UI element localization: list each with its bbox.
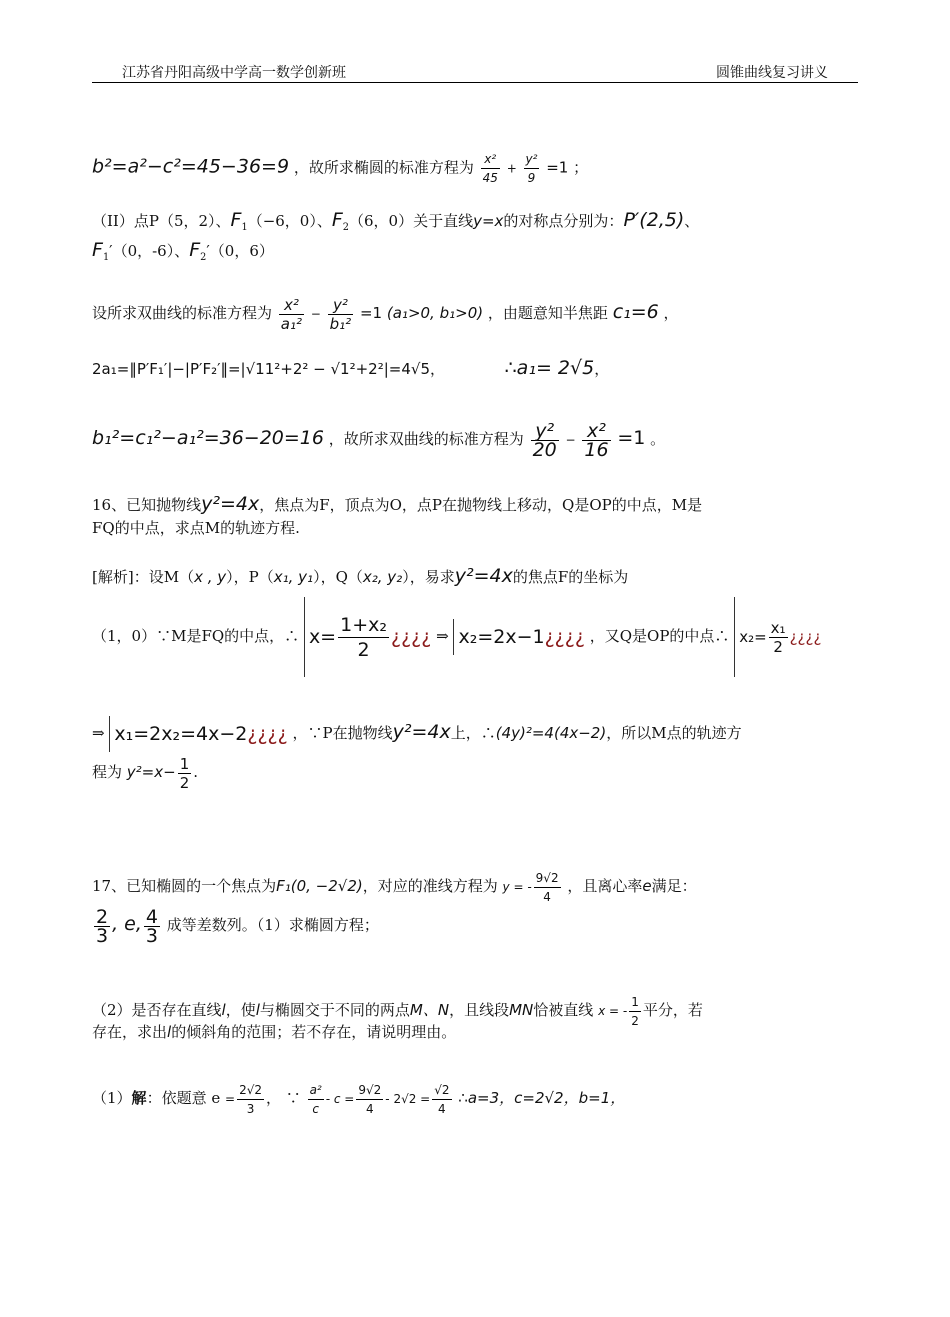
text: 的倾斜角的范围；若不存在，请说明理由。: [171, 1023, 457, 1041]
text: 满足：: [651, 877, 697, 895]
sol17-line1: [92, 1076, 625, 1121]
fraction: [144, 905, 160, 947]
because: ∵: [285, 1089, 301, 1107]
rhs: =1: [546, 158, 569, 177]
punct: .: [193, 763, 199, 781]
subscript: 1: [102, 252, 110, 263]
denominator: 9: [527, 171, 536, 185]
line-2a1: [92, 358, 609, 379]
numerator: x²: [582, 422, 610, 441]
text: （0，-6）、: [112, 242, 190, 260]
l-symbol: l: [255, 1001, 260, 1019]
denominator: 2: [357, 639, 370, 661]
result: ∴a=3，c=2√2，b=1，: [458, 1089, 626, 1107]
line-eq: y=x: [473, 212, 504, 230]
s16-line3: [92, 712, 742, 753]
denominator: b₁²: [329, 314, 352, 333]
text: ，且线段: [449, 1001, 510, 1019]
answer: y²=x−: [126, 763, 176, 781]
garbled-glyphs: ¿¿¿¿: [247, 723, 288, 745]
denominator: 4: [543, 889, 551, 904]
fraction: [524, 150, 540, 187]
text: （0，6）: [209, 242, 274, 260]
punct: 、: [684, 212, 700, 230]
punct: ；: [573, 158, 589, 177]
s16-line1: [92, 566, 628, 587]
fraction: [481, 150, 500, 187]
text: （6，0）关于直线: [349, 212, 474, 230]
text: 与椭圆交于不同的两点: [259, 1001, 410, 1019]
header-right: 圆锥曲线复习讲义: [716, 65, 828, 81]
punct: 。: [650, 430, 666, 448]
denominator: 16: [584, 438, 609, 461]
text: - 2√2 =: [385, 1092, 431, 1106]
system-4: [109, 716, 287, 752]
text: 恰被直线: [533, 1001, 594, 1019]
text: ，又Q是OP的中点∴: [589, 627, 730, 645]
numerator: 9√2: [534, 869, 561, 888]
fraction: [328, 296, 354, 333]
equation: 2a₁=‖P′F₁′|−|P′F₂′‖=|√11²+2² − √1²+2²|=4√5: [92, 360, 431, 378]
text: 存在，求出: [92, 1023, 168, 1041]
rhs: =1: [617, 427, 646, 449]
f2-symbol: F: [331, 209, 343, 231]
denominator: 2: [631, 1013, 639, 1028]
denominator: 20: [532, 438, 557, 461]
f1-symbol: F: [230, 209, 242, 231]
text: 设所求双曲线的标准方程为: [92, 304, 273, 322]
denominator: 2: [179, 773, 190, 792]
fraction: [237, 1081, 264, 1118]
punct: ，: [594, 360, 610, 378]
numerator: 9√2: [356, 1081, 383, 1100]
q17-line2: [92, 902, 379, 947]
line-b1: [92, 418, 665, 460]
text: ：依题意 e: [146, 1089, 221, 1107]
text: ，且离心率: [567, 877, 643, 895]
p-coords: x₁, y₁: [273, 568, 314, 586]
point-p-prime: P′(2,5): [623, 209, 685, 231]
q17-line1: [92, 866, 697, 907]
text: ，使: [225, 1001, 256, 1019]
numerator: y²: [328, 296, 354, 315]
lhs: x₂=: [739, 628, 767, 646]
numerator: 1: [629, 993, 641, 1012]
equation: b²=a²−c²=45−36=9: [92, 155, 290, 178]
numerator: x²: [279, 296, 304, 315]
f1-symbol: F: [92, 239, 103, 261]
system-3: [734, 597, 821, 677]
minus: −: [565, 433, 576, 447]
text: 的对称点分别为：: [503, 212, 624, 230]
q16-line2: FQ的中点，求点M的轨迹方程.: [92, 519, 300, 537]
numerator: x²: [481, 150, 500, 169]
s16-line2: [92, 596, 821, 677]
header-rule: [92, 82, 858, 83]
header-left: 江苏省丹阳高级中学高一数学创新班: [122, 65, 346, 81]
text: ，焦点为F，顶点为O，点P在抛物线上移动，Q是OP的中点，M是: [259, 496, 703, 514]
text: ），Q（: [313, 568, 363, 586]
c1-value: c₁=6: [612, 301, 659, 323]
denominator: c: [312, 1101, 319, 1116]
text: 成等差数列。（1）求椭圆方程；: [166, 916, 379, 934]
denominator: 3: [145, 924, 158, 947]
line-ellipse-result: [92, 150, 588, 187]
text: [解析]：设M（: [92, 568, 195, 586]
s16-line4: [92, 752, 198, 792]
text: （1）: [92, 1089, 132, 1107]
text: 17、已知椭圆的一个焦点为: [92, 877, 277, 895]
text: （1，0）∵M是FQ的中点，∴: [92, 627, 300, 645]
directrix-lhs: y = -: [502, 880, 532, 894]
mn: MN: [509, 1001, 534, 1019]
text: ，由题意知半焦距: [487, 304, 608, 322]
numerator: 4: [145, 905, 158, 928]
denominator: 3: [246, 1101, 255, 1116]
fraction: [769, 619, 788, 656]
f2-symbol: F: [189, 239, 201, 261]
eq: x₁=2x₂=4x−2: [114, 723, 248, 745]
fraction: [338, 613, 389, 662]
denominator: 45: [482, 171, 498, 185]
punct: ，: [265, 1089, 281, 1107]
lhs: x=: [308, 626, 337, 648]
solution-label: 解: [131, 1089, 147, 1107]
equation: b₁²=c₁²−a₁²=36−20=16: [92, 427, 324, 449]
prime: ′: [206, 242, 210, 260]
line-symmetric-points: [92, 210, 699, 238]
numerator: a²: [308, 1081, 324, 1100]
text: 16、已知抛物线: [92, 496, 202, 514]
text: ，∵P在抛物线: [292, 724, 393, 742]
system-1: [304, 597, 431, 677]
fraction: [279, 296, 304, 333]
m-coords: x , y: [194, 568, 227, 586]
mn: M、N: [409, 1001, 450, 1019]
denominator: 3: [96, 924, 109, 947]
minus: −: [310, 307, 321, 321]
garbled-glyphs: ¿¿¿¿: [544, 626, 585, 648]
fraction: [534, 869, 561, 906]
punct: ，: [663, 304, 679, 322]
numerator: 1: [179, 754, 190, 773]
text: ，所以M点的轨迹方: [606, 724, 742, 742]
numerator: 2: [96, 905, 109, 928]
text: 平分，若: [642, 1001, 703, 1019]
numerator: x₁: [770, 619, 786, 637]
text: 上，∴: [450, 724, 496, 742]
text: ，故所求椭圆的标准方程为: [293, 158, 474, 177]
fraction: [178, 755, 192, 792]
l-symbol: l: [221, 1001, 226, 1019]
text: ，对应的准线方程为: [362, 877, 498, 895]
garbled-glyphs: ¿¿¿¿: [789, 628, 822, 646]
q17-part2-line2: [92, 1022, 456, 1042]
parabola-eq: y²=4x: [392, 721, 451, 743]
text: ），易求: [402, 568, 455, 586]
rhs: =1: [359, 304, 383, 322]
subscript: 2: [342, 222, 349, 233]
system-2: [453, 619, 584, 655]
implies: ⇒: [92, 724, 105, 742]
implies: ⇒: [436, 627, 449, 645]
fraction: [432, 1081, 451, 1118]
parabola-eq: y²=4x: [201, 493, 260, 515]
eq: x₂=2x−1: [458, 626, 545, 648]
line-hyperbola-setup: [92, 292, 679, 334]
text: 的焦点F的坐标为: [512, 568, 629, 586]
denominator: 4: [438, 1101, 446, 1116]
focus: F₁(0, −2√2): [276, 877, 363, 895]
line-x-lhs: x = -: [598, 1004, 628, 1018]
text: ，故所求双曲线的标准方程为: [328, 430, 524, 448]
garbled-glyphs: ¿¿¿¿: [390, 626, 432, 648]
text: - c =: [325, 1092, 355, 1106]
text: （−6，0）、: [247, 212, 332, 230]
subscript: 1: [241, 222, 248, 233]
numerator: 1+x₂: [340, 614, 387, 636]
text: （II）点P（5，2）、: [92, 212, 231, 230]
fraction: [308, 1081, 324, 1118]
seq-mid: , e,: [112, 913, 142, 935]
condition: (a₁>0, b₁>0): [386, 304, 484, 322]
denominator: 2: [773, 638, 783, 656]
numerator: y²: [524, 150, 540, 169]
numerator: y²: [531, 422, 559, 441]
punct: ，: [430, 360, 446, 378]
fraction: [356, 1081, 383, 1118]
e-symbol: e: [642, 877, 652, 895]
denominator: a₁²: [280, 314, 303, 333]
text: ），P（: [226, 568, 274, 586]
line-symmetric-points-2: [92, 240, 274, 268]
numerator: 2√2: [237, 1081, 264, 1100]
fraction: [629, 993, 641, 1030]
q-coords: x₂, y₂: [362, 568, 403, 586]
equals: =: [225, 1092, 236, 1106]
fraction: [582, 419, 610, 461]
l-symbol: l: [167, 1023, 172, 1041]
text: （2）是否存在直线: [92, 1001, 222, 1019]
subscript: 2: [200, 252, 207, 263]
prime: ′: [109, 242, 113, 260]
a1-result: ∴a₁= 2√5: [504, 357, 595, 379]
plus: +: [506, 161, 517, 176]
q16-line1: [92, 494, 702, 515]
numerator: √2: [432, 1081, 451, 1100]
fraction: [94, 905, 110, 947]
denominator: 4: [366, 1101, 374, 1116]
parabola-eq: y²=4x: [454, 565, 513, 587]
fraction: [531, 419, 559, 461]
text: 程为: [92, 763, 123, 781]
substitution: (4y)²=4(4x−2): [495, 724, 607, 742]
